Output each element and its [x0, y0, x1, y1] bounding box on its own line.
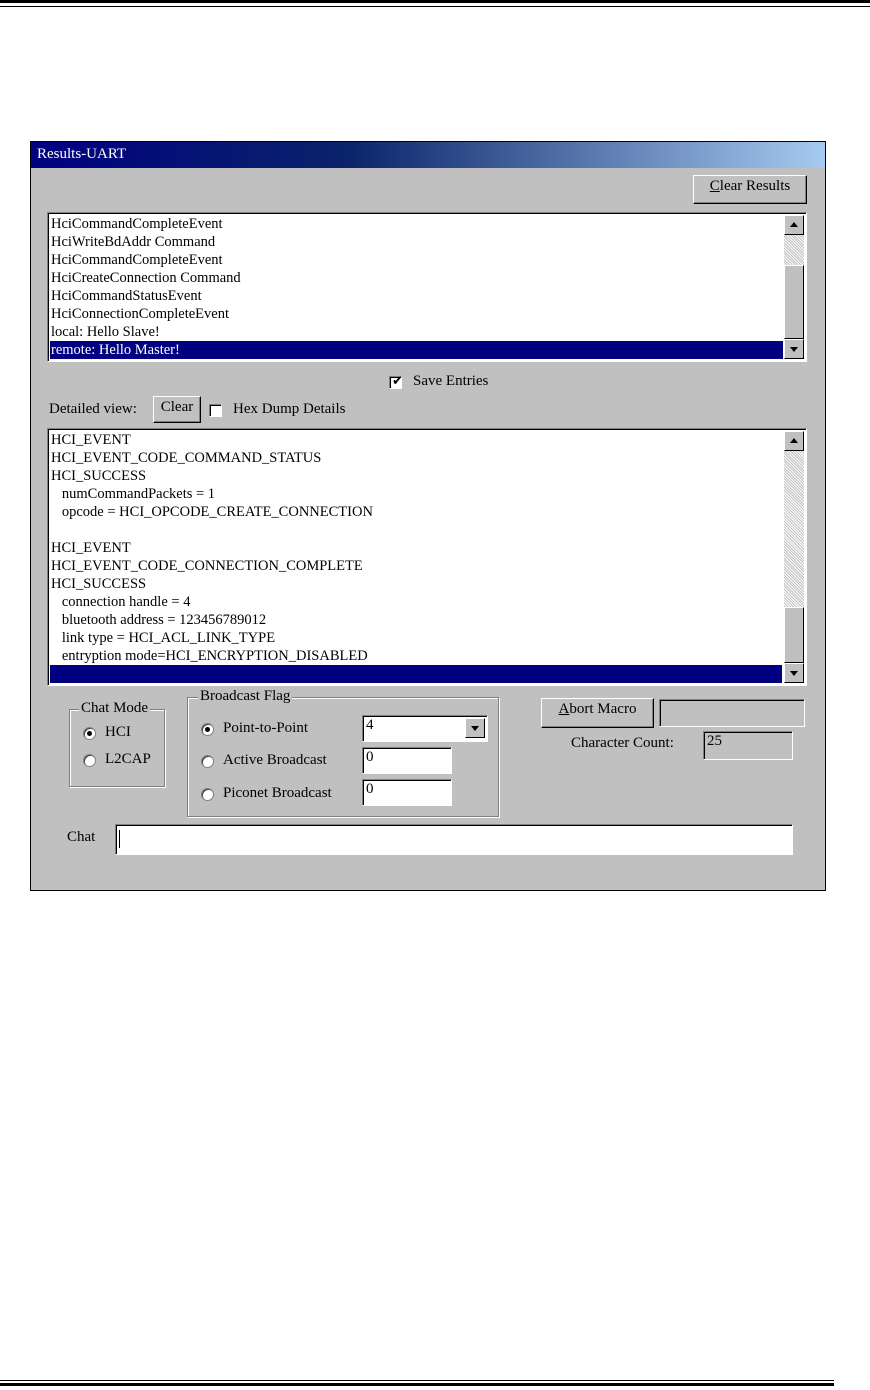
arrow-up-icon	[790, 438, 798, 443]
header-rule-thick	[0, 0, 870, 3]
chat-mode-l2cap-radio[interactable]	[83, 754, 96, 767]
active-broadcast-input[interactable]: 0	[362, 747, 452, 774]
hex-dump-label[interactable]: Hex Dump Details	[233, 401, 346, 417]
detailed-scrollbar[interactable]	[784, 431, 804, 683]
results-uart-window	[30, 141, 826, 891]
arrow-down-icon	[790, 347, 798, 352]
hex-dump-checkbox[interactable]	[209, 404, 222, 417]
list-item[interactable]: HciCommandStatusEvent	[51, 288, 202, 304]
list-item[interactable]: HciCommandCompleteEvent	[51, 216, 223, 232]
point-to-point-radio[interactable]	[201, 723, 214, 736]
radio-selected-icon	[87, 731, 92, 736]
list-item[interactable]: HciWriteBdAddr Command	[51, 234, 216, 250]
scroll-up-button[interactable]	[784, 215, 804, 235]
chat-mode-hci-label[interactable]: HCI	[105, 724, 131, 740]
radio-selected-icon	[205, 727, 210, 732]
chat-input[interactable]	[115, 824, 793, 855]
macro-status-field	[659, 699, 805, 727]
chat-label: Chat	[67, 829, 96, 845]
piconet-broadcast-input[interactable]: 0	[362, 779, 452, 806]
detail-line-selected	[50, 665, 782, 683]
detailed-view-label: Detailed view:	[49, 401, 137, 417]
header-rule-thin	[0, 6, 870, 7]
detail-line: HCI_EVENT_CODE_COMMAND_STATUS	[51, 450, 322, 466]
checkmark-icon: ✔	[392, 374, 403, 389]
detail-line: HCI_EVENT_CODE_CONNECTION_COMPLETE	[51, 558, 363, 574]
detail-line: HCI_SUCCESS	[51, 468, 147, 484]
list-item-selected[interactable]: remote: Hello Master!	[50, 341, 783, 359]
detailed-view-textarea[interactable]	[47, 428, 807, 686]
results-scrollbar[interactable]	[784, 215, 804, 359]
footer-rule-thick	[0, 1383, 834, 1386]
list-item[interactable]: local: Hello Slave!	[51, 324, 160, 340]
list-item[interactable]: HciCreateConnection Command	[51, 270, 241, 286]
detail-line: numCommandPackets = 1	[51, 486, 216, 502]
detail-line: bluetooth address = 123456789012	[51, 612, 267, 628]
scroll-up-button[interactable]	[784, 431, 804, 451]
chat-mode-l2cap-label[interactable]: L2CAP	[105, 751, 151, 767]
point-to-point-combo[interactable]: 4	[362, 715, 488, 742]
piconet-broadcast-radio[interactable]	[201, 788, 214, 801]
detail-line: HCI_SUCCESS	[51, 576, 147, 592]
footer-rule-thin	[0, 1380, 834, 1381]
text-cursor	[119, 830, 120, 848]
detail-line: HCI_EVENT	[51, 432, 131, 448]
detail-line: connection handle = 4	[51, 594, 191, 610]
clear-results-button[interactable]: Clear Results	[693, 175, 807, 204]
arrow-down-icon	[790, 671, 798, 676]
scroll-thumb[interactable]	[784, 607, 804, 663]
list-item[interactable]: HciConnectionCompleteEvent	[51, 306, 229, 322]
scroll-thumb[interactable]	[784, 265, 804, 339]
detailed-clear-button[interactable]: Clear	[153, 396, 201, 423]
title-bar[interactable]	[31, 142, 825, 168]
scroll-down-button[interactable]	[784, 663, 804, 683]
abort-macro-button[interactable]: Abort Macro	[541, 698, 654, 728]
broadcast-flag-title: Broadcast Flag	[200, 688, 291, 704]
arrow-up-icon	[790, 222, 798, 227]
list-item[interactable]: HciCommandCompleteEvent	[51, 252, 223, 268]
chat-mode-hci-radio[interactable]	[83, 727, 96, 740]
scroll-down-button[interactable]	[784, 339, 804, 359]
detail-line: link type = HCI_ACL_LINK_TYPE	[51, 630, 276, 646]
chat-mode-group	[69, 700, 165, 787]
save-entries-checkbox[interactable]	[389, 376, 402, 389]
dropdown-button[interactable]	[465, 718, 485, 738]
character-count-label: Character Count:	[571, 735, 674, 751]
active-broadcast-radio[interactable]	[201, 755, 214, 768]
chat-mode-title: Chat Mode	[81, 700, 149, 716]
active-broadcast-label[interactable]: Active Broadcast	[223, 752, 327, 768]
window-title: Results-UART	[37, 146, 127, 162]
character-count-field: 25	[703, 731, 793, 760]
chevron-down-icon	[471, 726, 479, 731]
point-to-point-label[interactable]: Point-to-Point	[223, 720, 309, 736]
results-list[interactable]	[47, 212, 807, 362]
piconet-broadcast-label[interactable]: Piconet Broadcast	[223, 785, 332, 801]
detail-line: opcode = HCI_OPCODE_CREATE_CONNECTION	[51, 504, 373, 520]
detail-line: HCI_EVENT	[51, 540, 131, 556]
detail-line: entryption mode=HCI_ENCRYPTION_DISABLED	[51, 648, 368, 664]
save-entries-label[interactable]: Save Entries	[413, 373, 489, 389]
